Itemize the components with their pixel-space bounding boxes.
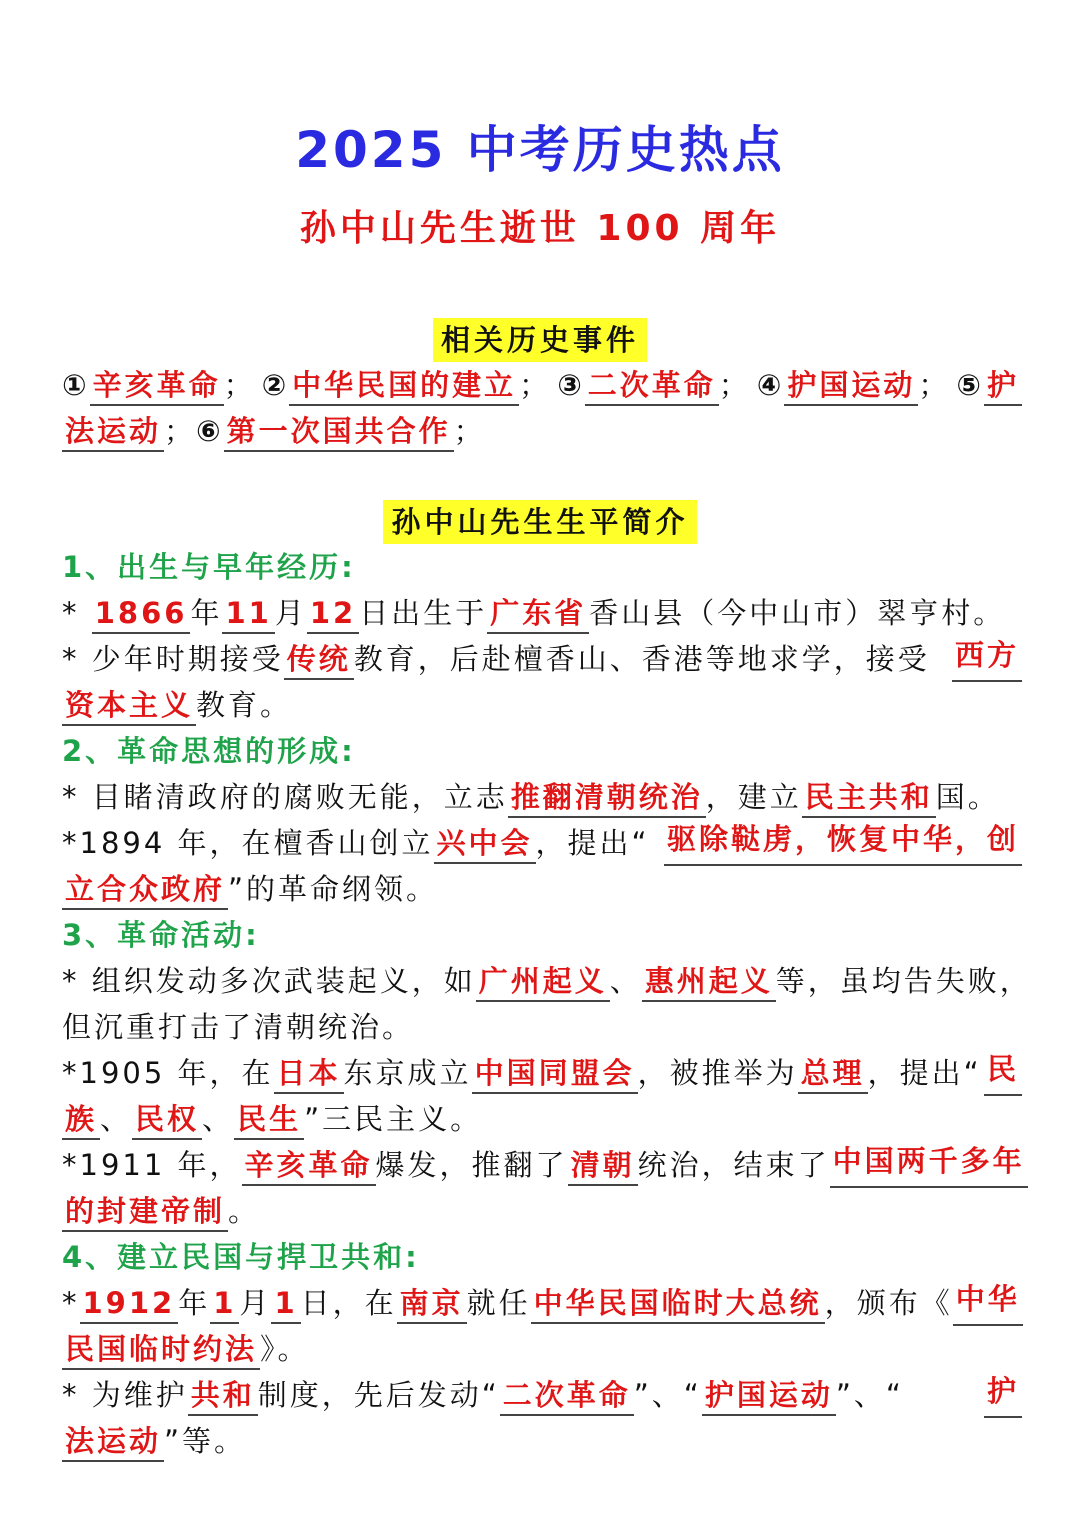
highlighted-term: 中华 xyxy=(953,1280,1023,1326)
text-run: 、 xyxy=(100,1102,133,1136)
text-run: ② 中华民国的建立 ； xyxy=(262,362,552,408)
text-run: ”、“ xyxy=(835,1378,904,1412)
text-run: 、 xyxy=(202,1102,235,1136)
highlighted-term: 族 xyxy=(62,1100,100,1140)
text-run: ”的革命纲领。 xyxy=(228,872,439,906)
highlighted-term: 1 xyxy=(210,1284,239,1324)
highlighted-term: 驱除鞑虏，恢复中华，创 xyxy=(664,820,1022,866)
text-run: 等，虽均告失败， xyxy=(775,964,1032,998)
highlighted-term: 中国同盟会 xyxy=(472,1054,638,1094)
highlighted-term: 民权 xyxy=(132,1100,202,1140)
section-4-line-3 xyxy=(62,1372,1022,1418)
section-1-line-3 xyxy=(62,682,1022,728)
text-run: 但沉重打击了清朝统治。 xyxy=(62,1010,415,1044)
text-run: ③ 二次革命 ； xyxy=(557,362,751,408)
bio-heading: 孙中山先生生平简介 xyxy=(383,500,696,544)
text-run: 统治，结束了 xyxy=(637,1148,830,1182)
event-item: 护 xyxy=(984,366,1022,406)
text-run: 日，在 xyxy=(300,1286,397,1320)
section-3-line-4 xyxy=(62,1096,1022,1142)
highlighted-term: 日本 xyxy=(274,1054,344,1094)
highlighted-term: 辛亥革命 xyxy=(242,1146,376,1186)
highlighted-term: 中华民国临时大总统 xyxy=(531,1284,825,1324)
text-run: ”三民主义。 xyxy=(304,1102,483,1136)
text-run: ”等。 xyxy=(164,1424,247,1458)
highlighted-term: 民主共和 xyxy=(802,778,936,818)
section-3-line-3 xyxy=(62,1050,1022,1096)
highlighted-term: 护 xyxy=(984,1372,1022,1418)
text-run: * 组织发动多次武装起义，如 xyxy=(62,964,476,998)
text-run: 就任 xyxy=(466,1286,531,1320)
highlighted-term: 民 xyxy=(984,1050,1022,1096)
highlighted-term: 总理 xyxy=(798,1054,868,1094)
highlighted-term: 1 xyxy=(271,1284,300,1324)
text-run: ① xyxy=(62,368,90,402)
highlighted-term: 1866 xyxy=(92,594,191,634)
text-run xyxy=(62,958,776,1004)
section-4-title: 4、建立民国与捍卫共和: xyxy=(62,1240,420,1274)
highlighted-term: 西方 xyxy=(952,636,1022,682)
bio-body xyxy=(62,544,1032,1464)
highlighted-term: 南京 xyxy=(397,1284,467,1324)
text-run: *1911 年， xyxy=(62,1148,242,1182)
event-item: 二次革命 xyxy=(585,366,719,406)
text-run: 月 xyxy=(274,596,307,630)
text-run: * 为维护 xyxy=(62,1378,188,1412)
text-run: 年 xyxy=(178,1286,211,1320)
text-run xyxy=(956,362,1022,408)
event-item: 法运动 xyxy=(62,412,164,452)
text-run: 、 xyxy=(609,964,642,998)
section-3-line-2 xyxy=(62,1004,1022,1050)
event-item: 护国运动 xyxy=(784,366,918,406)
text-run: * 少年时期接受 xyxy=(62,642,284,676)
section-1-line-1: * 1866 年 11 月 12 日出生于 广东省 香山县（今中山市）翠亨村。 xyxy=(62,590,1022,636)
text-run xyxy=(62,1372,904,1418)
event-item: 辛亥革命 xyxy=(90,366,224,406)
text-run: ，颁布《 xyxy=(824,1286,953,1320)
text-run: ，提出“ xyxy=(535,826,650,860)
highlighted-term: 广东省 xyxy=(487,594,589,634)
highlighted-term: 12 xyxy=(307,594,359,634)
highlighted-term: 立合众政府 xyxy=(62,870,228,910)
page-title: 2025 中考历史热点 xyxy=(295,121,785,179)
text-run: 国。 xyxy=(935,780,1000,814)
section-4-line-4 xyxy=(62,1418,1022,1464)
text-run: ② xyxy=(261,368,290,402)
section-3-title: 3、革命活动: xyxy=(62,918,260,952)
bio-heading-row xyxy=(0,500,1080,544)
section-2-line-2 xyxy=(62,820,1022,866)
highlighted-term: 广州起义 xyxy=(476,962,610,1002)
section-1-line-2 xyxy=(62,636,1022,682)
section-3-line-1 xyxy=(62,958,1032,1004)
section-2-line-3 xyxy=(62,866,1022,912)
text-run: *1894 年，在檀香山创立 xyxy=(62,826,434,860)
text-run: ⑥ xyxy=(196,414,224,448)
highlighted-term: 护国运动 xyxy=(702,1376,836,1416)
text-run: 爆发，推翻了 xyxy=(375,1148,568,1182)
text-run: ，被推举为 xyxy=(637,1056,798,1090)
section-3-line-5 xyxy=(62,1142,1025,1188)
section-3-line-6 xyxy=(62,1188,1022,1234)
highlighted-term: 的封建帝制 xyxy=(62,1192,228,1232)
event-item: 中华民国的建立 xyxy=(289,366,519,406)
text-run: ④ xyxy=(756,368,785,402)
text-run: ”、“ xyxy=(633,1378,702,1412)
text-run: 教育。 xyxy=(196,688,293,722)
text-run: ③ xyxy=(557,368,585,402)
text-run: *1905 年，在 xyxy=(62,1056,274,1090)
text-run: 。 xyxy=(228,1194,261,1228)
highlighted-term: 11 xyxy=(222,594,274,634)
highlighted-term: 民国临时约法 xyxy=(62,1330,260,1370)
section-2-line-1 xyxy=(62,774,1022,820)
text-run: * 1912 年 1 月 1 日，在 南京 就任 中华民国临时大总统 ，颁布《 xyxy=(62,1280,953,1326)
highlighted-term: 传统 xyxy=(284,640,354,680)
text-run: ① 辛亥革命 ； xyxy=(62,362,256,408)
text-run: ，建立 xyxy=(705,780,802,814)
text-run: ④ 护国运动 ； xyxy=(757,362,951,408)
highlighted-term: 资本主义 xyxy=(62,686,196,726)
text-run: 东京成立 xyxy=(343,1056,472,1090)
events-heading: 相关历史事件 xyxy=(433,318,647,362)
section-2-title: 2、革命思想的形成: xyxy=(62,734,356,768)
text-run: 》。 xyxy=(260,1332,310,1366)
text-run: ⑤ xyxy=(956,368,984,402)
event-item: 第一次国共合作 xyxy=(224,412,454,452)
highlighted-term: 二次革命 xyxy=(500,1376,634,1416)
text-run: ，提出“ xyxy=(867,1056,982,1090)
section-4-line-1 xyxy=(62,1280,1022,1326)
highlighted-term: 中国两千多年 xyxy=(830,1142,1028,1188)
text-run: 月 xyxy=(239,1286,272,1320)
highlighted-term: 推翻清朝统治 xyxy=(508,778,706,818)
text-run: 年 xyxy=(190,596,223,630)
events-heading-row xyxy=(0,318,1080,362)
highlighted-term: 清朝 xyxy=(568,1146,638,1186)
section-1-title: 1、出生与早年经历: xyxy=(62,550,356,584)
events-line-1 xyxy=(62,362,1022,408)
text-run xyxy=(62,820,650,866)
events-list xyxy=(62,362,1022,454)
text-run: * 目睹清政府的腐败无能，立志 xyxy=(62,780,508,814)
text-run xyxy=(62,1050,982,1096)
highlighted-term: 民生 xyxy=(234,1100,304,1140)
text-run: 日出生于 xyxy=(359,596,488,630)
text-run xyxy=(62,1142,830,1188)
highlighted-term: 共和 xyxy=(188,1376,258,1416)
text-run: 香山县（今中山市）翠亨村。 xyxy=(589,596,1006,630)
events-line-2: 法运动 ；⑥ 第一次国共合作 ； xyxy=(62,408,1022,454)
text-run xyxy=(62,636,930,682)
highlighted-term: 法运动 xyxy=(62,1422,164,1462)
highlighted-term: 1912 xyxy=(80,1284,179,1324)
text-run: 教育，后赴檀香山、香港等地求学，接受 xyxy=(353,642,930,676)
highlighted-term: 兴中会 xyxy=(434,824,536,864)
page-subtitle: 孙中山先生逝世 100 周年 xyxy=(299,208,781,249)
highlighted-term: 惠州起义 xyxy=(642,962,776,1002)
section-4-line-2 xyxy=(62,1326,1022,1372)
text-run: 制度，先后发动“ xyxy=(257,1378,500,1412)
